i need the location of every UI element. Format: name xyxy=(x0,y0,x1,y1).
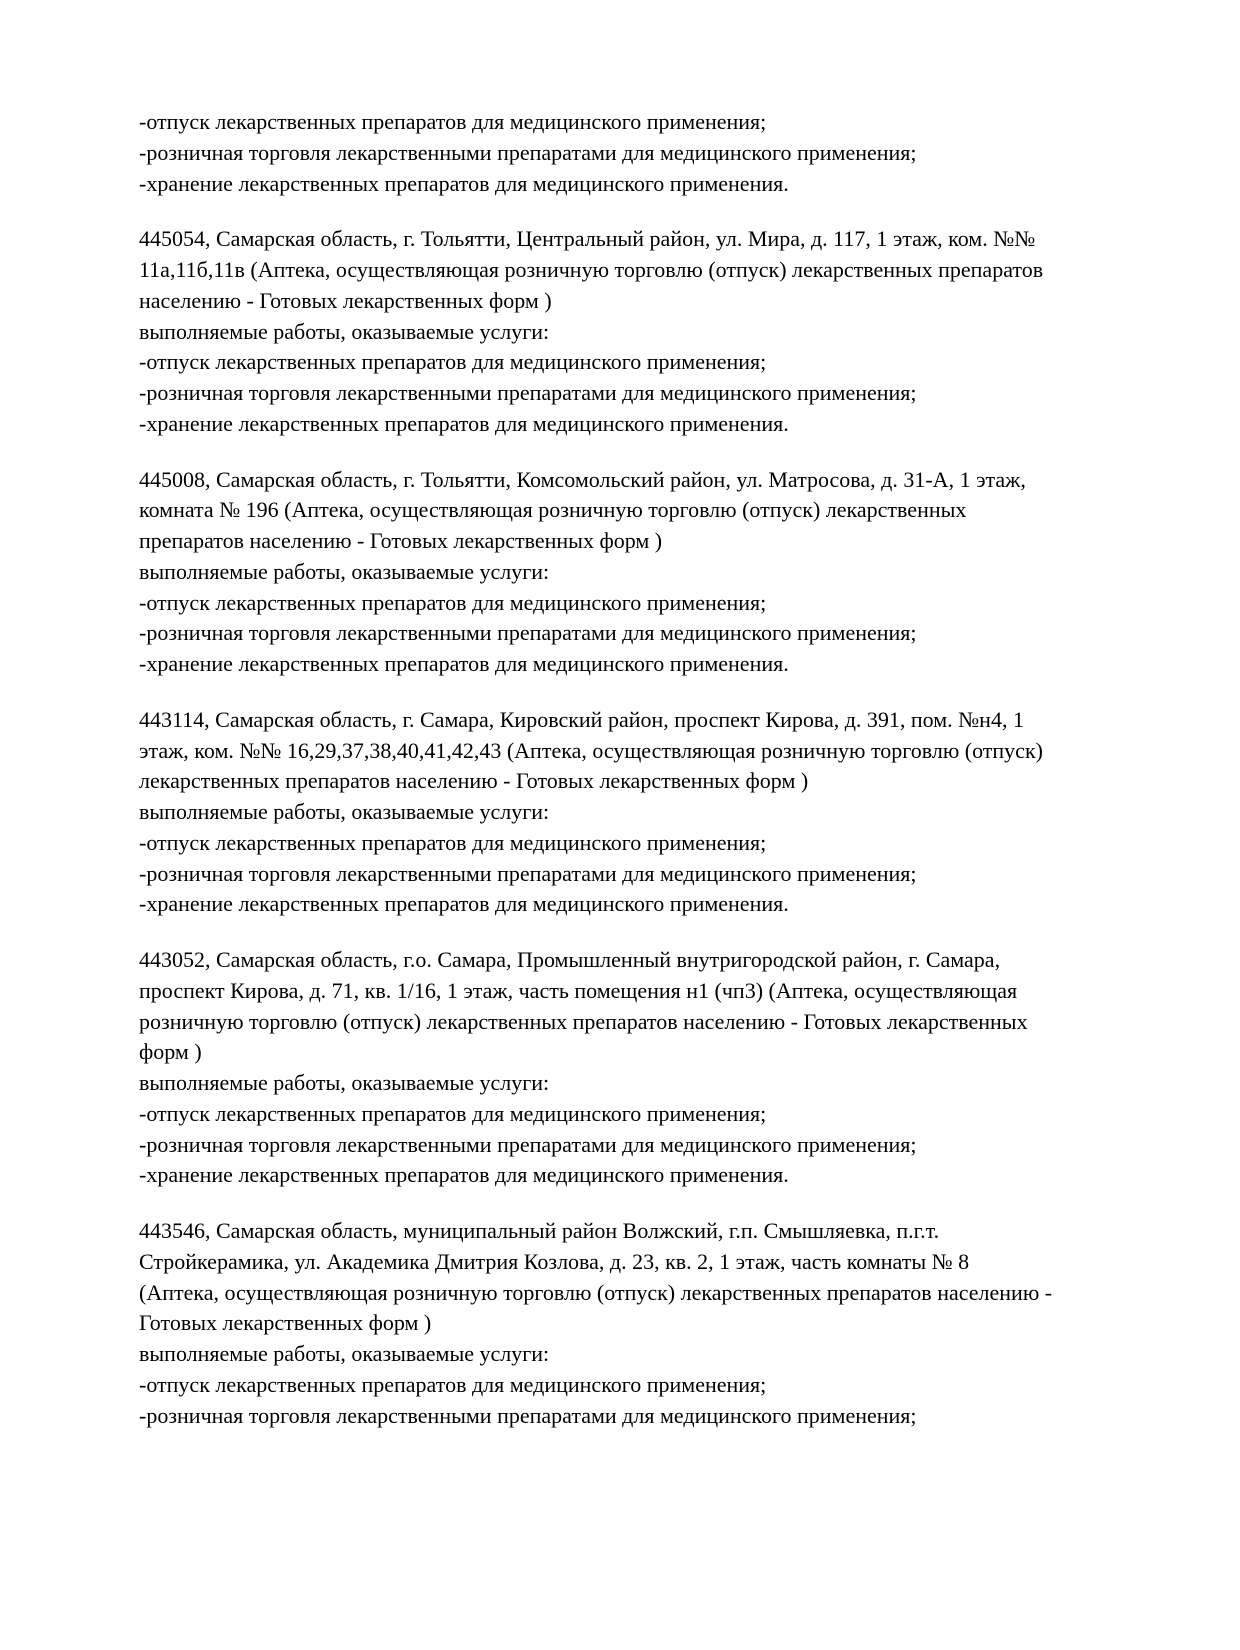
license-entry xyxy=(139,107,1052,199)
license-text-content xyxy=(139,107,1052,1431)
text-line: Стройкерамика, ул. Академика Дмитрия Козлова, д. 23, кв. 2, 1 этаж, часть комнаты № 8 xyxy=(139,1248,970,1274)
license-entry xyxy=(139,1216,1052,1431)
text-line: препаратов населению - Готовых лекарственных форм ) xyxy=(139,528,663,553)
license-entry xyxy=(139,465,1052,680)
text-line: -розничная торговля лекарственными препаратами для медицинского применения; xyxy=(139,1131,917,1157)
text-line: этаж, ком. №№ 16,29,37,38,40,41,42,43 (Аптека, осуществляющая розничную торговлю (отпуск) xyxy=(139,737,1043,763)
text-line: -хранение лекарственных препаратов для медицинского применения. xyxy=(139,891,789,917)
text-line: -отпуск лекарственных препаратов для медицинского применения; xyxy=(139,1371,767,1397)
text-line: выполняемые работы, оказываемые услуги: xyxy=(139,558,550,584)
text-line: -отпуск лекарственных препаратов для медицинского применения; xyxy=(139,1100,767,1126)
text-line: выполняемые работы, оказываемые услуги: xyxy=(139,1070,550,1095)
text-line: форм ) xyxy=(139,1039,202,1065)
text-line: -розничная торговля лекарственными препаратами для медицинского применения; xyxy=(139,380,917,405)
text-line: выполняемые работы, оказываемые услуги: xyxy=(139,318,550,344)
text-line: выполняемые работы, оказываемые услуги: xyxy=(139,1341,550,1366)
text-line: -хранение лекарственных препаратов для медицинского применения. xyxy=(139,651,789,676)
text-line: -розничная торговля лекарственными препаратами для медицинского применения; xyxy=(139,620,917,646)
license-entry xyxy=(139,224,1052,439)
text-line: проспект Кирова, д. 71, кв. 1/16, 1 этаж, часть помещения н1 (чп3) (Аптека, осуществляющая xyxy=(139,977,1018,1003)
text-line: населению - Готовых лекарственных форм ) xyxy=(139,287,552,313)
text-line: выполняемые работы, оказываемые услуги: xyxy=(139,799,550,824)
license-entry xyxy=(139,705,1052,920)
text-line: 443052, Самарская область, г.о. Самара, Промышленный внутригородской район, г. Самара, xyxy=(139,947,1001,972)
text-line: лекарственных препаратов населению - Готовых лекарственных форм ) xyxy=(139,768,809,794)
text-line: Готовых лекарственных форм ) xyxy=(139,1310,432,1336)
text-line: -отпуск лекарственных препаратов для медицинского применения; xyxy=(139,829,767,855)
text-line: (Аптека, осуществляющая розничную торговлю (отпуск) лекарственных препаратов населению - xyxy=(139,1279,1053,1305)
text-line: розничную торговлю (отпуск) лекарственных препаратов населению - Готовых лекарственных xyxy=(139,1008,1028,1034)
text-line: -розничная торговля лекарственными препаратами для медицинского применения; xyxy=(139,1402,917,1428)
text-line: 445008, Самарская область, г. Тольятти, Комсомольский район, ул. Матросова, д. 31-А, 1 этаж, xyxy=(139,466,1026,492)
text-line: 443546, Самарская область, муниципальный район Волжский, г.п. Смышляевка, п.г.т. xyxy=(139,1218,940,1243)
text-line: 11а,11б,11в (Аптека, осуществляющая розничную торговлю (отпуск) лекарственных препаратов xyxy=(139,257,1044,282)
license-entry xyxy=(139,945,1052,1191)
text-line: -хранение лекарственных препаратов для медицинского применения. xyxy=(139,1162,789,1188)
text-line: -отпуск лекарственных препаратов для медицинского применения; xyxy=(139,349,767,375)
text-line: -розничная торговля лекарственными препаратами для медицинского применения; xyxy=(139,139,917,165)
text-line: комната № 196 (Аптека, осуществляющая розничную торговлю (отпуск) лекарственных xyxy=(139,497,967,523)
text-line: -отпуск лекарственных препаратов для медицинского применения; xyxy=(139,589,767,615)
text-line: -хранение лекарственных препаратов для медицинского применения. xyxy=(139,410,789,436)
text-line: 443114, Самарская область, г. Самара, Кировский район, проспект Кирова, д. 391, пом. №н4, 1 xyxy=(139,706,1024,732)
text-line: 445054, Самарская область, г. Тольятти, Центральный район, ул. Мира, д. 117, 1 этаж, ком. №№ xyxy=(139,226,1036,252)
text-line: -розничная торговля лекарственными препаратами для медицинского применения; xyxy=(139,860,917,886)
text-line: -хранение лекарственных препаратов для медицинского применения. xyxy=(139,170,789,196)
text-line: -отпуск лекарственных препаратов для медицинского применения; xyxy=(139,109,767,134)
